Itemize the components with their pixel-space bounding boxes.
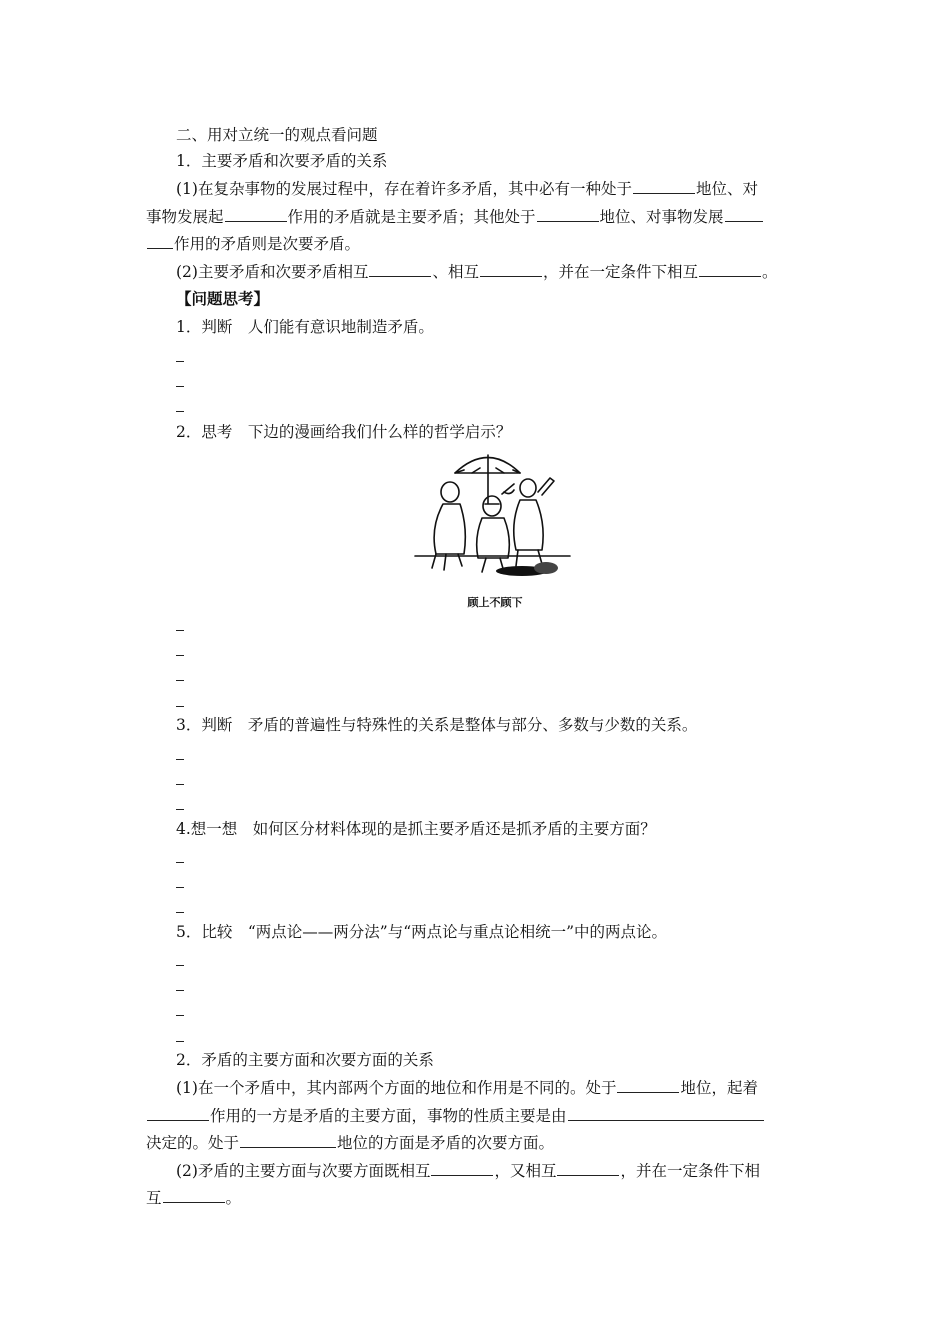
answer-line[interactable] [176, 680, 184, 681]
section-title: 二、用对立统一的观点看问题 [176, 126, 378, 144]
fill-blank[interactable] [568, 1106, 764, 1121]
fill-blank[interactable] [431, 1161, 493, 1176]
answer-line[interactable] [176, 887, 184, 888]
answer-line[interactable] [176, 1015, 184, 1016]
fill-blank[interactable] [225, 207, 287, 222]
fill-blank[interactable] [725, 207, 763, 222]
answer-line[interactable] [176, 784, 184, 785]
answer-line[interactable] [176, 965, 184, 966]
fill-blank[interactable] [147, 234, 173, 249]
question-2: 2．思考 下边的漫画给我们什么样的哲学启示？ [176, 423, 512, 441]
fill-blank[interactable] [163, 1188, 225, 1203]
answer-line[interactable] [176, 862, 184, 863]
cartoon-caption: 顾上不顾下 [467, 596, 523, 609]
answer-line[interactable] [176, 809, 184, 810]
answer-line[interactable] [176, 990, 184, 991]
paragraph-1-1-line3: 作用的矛盾则是次要矛盾。 [146, 233, 810, 255]
answer-line[interactable] [176, 759, 184, 760]
answer-line[interactable] [176, 1041, 184, 1042]
fill-blank[interactable] [369, 262, 431, 277]
subsection-heading-1: 1．主要矛盾和次要矛盾的关系 [176, 152, 388, 170]
paragraph-2-2-line2: 互 。 [146, 1189, 242, 1207]
fill-blank[interactable] [240, 1133, 336, 1148]
question-1: 1．判断 人们能有意识地制造矛盾。 [176, 318, 434, 336]
fill-blank[interactable] [699, 262, 761, 277]
answer-line[interactable] [176, 655, 184, 656]
answer-line[interactable] [176, 411, 184, 412]
fill-blank[interactable] [147, 1106, 209, 1121]
paragraph-1-2: (2)主要矛盾和次要矛盾相互 、相互 ，并在一定条件下相互 。 [176, 263, 778, 281]
answer-line[interactable] [176, 912, 184, 913]
fill-blank[interactable] [537, 207, 599, 222]
answer-line[interactable] [176, 386, 184, 387]
fill-blank[interactable] [633, 179, 695, 194]
subsection-heading-2: 2．矛盾的主要方面和次要方面的关系 [176, 1051, 434, 1069]
paragraph-2-1-line1: (1)在一个矛盾中，其内部两个方面的地位和作用是不同的。处于 地位，起着 [176, 1079, 758, 1097]
paragraph-1-1-line2: 事物发展起 作用的矛盾就是主要矛盾；其他处于 地位、对事物发展 [146, 206, 810, 228]
thinking-header: 【问题思考】 [176, 289, 270, 308]
cartoon-illustration [410, 448, 580, 583]
fill-blank[interactable] [617, 1078, 679, 1093]
paragraph-2-1-line3: 决定的。处于 地位的方面是矛盾的次要方面。 [146, 1134, 555, 1152]
paragraph-2-2-line1: (2)矛盾的主要方面与次要方面既相互 ，又相互 ，并在一定条件下相 [176, 1162, 760, 1180]
fill-blank[interactable] [480, 262, 542, 277]
fill-blank[interactable] [557, 1161, 619, 1176]
question-5: 5．比较 “两点论——两分法”与“两点论与重点论相统一”中的两点论。 [176, 923, 668, 941]
question-3: 3．判断 矛盾的普遍性与特殊性的关系是整体与部分、多数与少数的关系。 [176, 716, 698, 734]
answer-line[interactable] [176, 361, 184, 362]
answer-line[interactable] [176, 630, 184, 631]
paragraph-1-1-line1: (1)在复杂事物的发展过程中，存在着许多矛盾，其中必有一种处于 地位、对 [176, 180, 758, 198]
question-4: 4.想一想 如何区分材料体现的是抓主要矛盾还是抓矛盾的主要方面？ [176, 820, 656, 838]
answer-line[interactable] [176, 706, 184, 707]
paragraph-2-1-line2: 作用的一方是矛盾的主要方面，事物的性质主要是由 [146, 1105, 810, 1127]
